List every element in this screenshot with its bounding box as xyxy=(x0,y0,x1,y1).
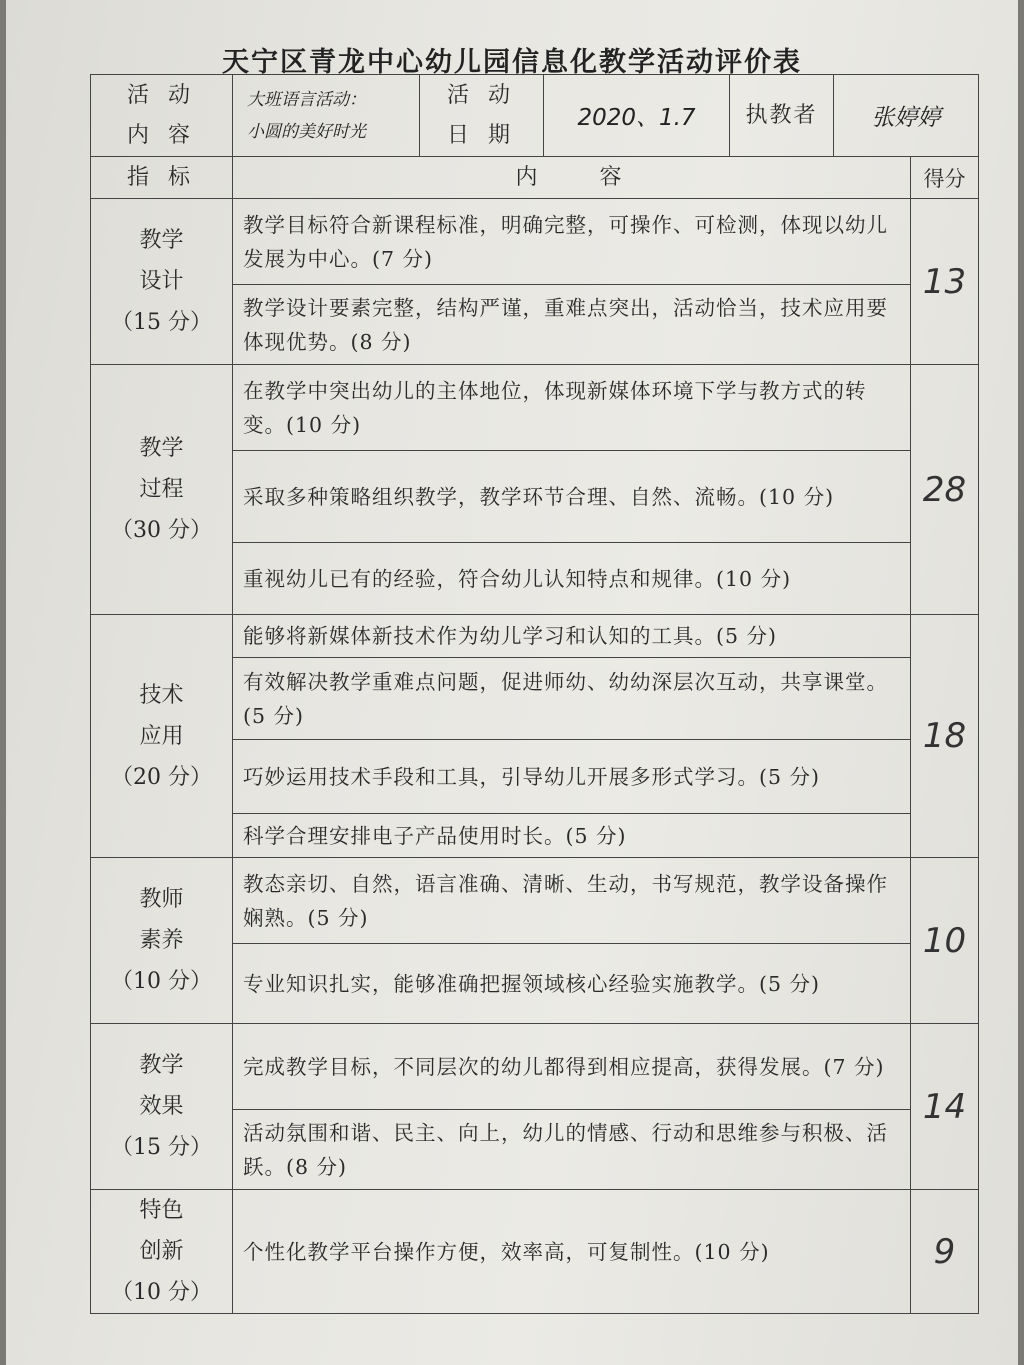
indicator-category: 教学 设计 （15 分） xyxy=(91,199,233,365)
activity-content-label: 活 动 内 容 xyxy=(91,75,233,157)
section-row xyxy=(91,615,979,658)
criterion-text: 科学合理安排电子产品使用时长。(5 分) xyxy=(233,814,911,858)
activity-content-value: 大班语言活动： 小圆的美好时光 xyxy=(233,75,420,157)
section-row xyxy=(91,858,979,944)
indicator-category: 教师 素养 （10 分） xyxy=(91,858,233,1024)
section-row xyxy=(91,1190,979,1314)
teacher-value: 张婷婷 xyxy=(834,75,979,157)
criterion-text: 教学目标符合新课程标准，明确完整，可操作、可检测，体现以幼儿发展为中心。(7 分) xyxy=(233,199,911,285)
content-column-header: 内 容 xyxy=(233,157,911,199)
activity-date-label: 活 动 日 期 xyxy=(420,75,544,157)
section-row xyxy=(91,1024,979,1110)
section-row xyxy=(91,365,979,451)
criterion-text: 教学设计要素完整，结构严谨，重难点突出，活动恰当，技术应用要体现优势。(8 分) xyxy=(233,285,911,365)
section-score: 13 xyxy=(911,199,979,365)
criterion-text: 巧妙运用技术手段和工具，引导幼儿开展多形式学习。(5 分) xyxy=(233,740,911,814)
criterion-text: 采取多种策略组织教学，教学环节合理、自然、流畅。(10 分) xyxy=(233,451,911,543)
indicator-category: 技术 应用 （20 分） xyxy=(91,615,233,858)
score-column-header: 得分 xyxy=(911,157,979,199)
indicator-column-header: 指 标 xyxy=(91,157,233,199)
paper-sheet xyxy=(6,0,1018,1365)
section-row xyxy=(91,199,979,285)
section-score: 9 xyxy=(911,1190,979,1314)
criterion-text: 能够将新媒体新技术作为幼儿学习和认知的工具。(5 分) xyxy=(233,615,911,658)
criterion-text: 重视幼儿已有的经验，符合幼儿认知特点和规律。(10 分) xyxy=(233,543,911,615)
section-score: 28 xyxy=(911,365,979,615)
indicator-category: 教学 过程 （30 分） xyxy=(91,365,233,615)
criterion-text: 教态亲切、自然，语言准确、清晰、生动，书写规范，教学设备操作娴熟。(5 分) xyxy=(233,858,911,944)
section-score: 10 xyxy=(911,858,979,1024)
criterion-text: 专业知识扎实，能够准确把握领域核心经验实施教学。(5 分) xyxy=(233,944,911,1024)
criterion-text: 完成教学目标，不同层次的幼儿都得到相应提高，获得发展。(7 分) xyxy=(233,1024,911,1110)
criterion-text: 有效解决教学重难点问题，促进师幼、幼幼深层次互动，共享课堂。(5 分) xyxy=(233,658,911,740)
column-header-row xyxy=(91,157,979,199)
indicator-category: 特色 创新 （10 分） xyxy=(91,1190,233,1314)
criterion-text: 个性化教学平台操作方便，效率高，可复制性。(10 分) xyxy=(233,1190,911,1314)
teacher-label: 执教者 xyxy=(730,75,834,157)
indicator-category: 教学 效果 （15 分） xyxy=(91,1024,233,1190)
section-score: 14 xyxy=(911,1024,979,1190)
activity-date-value: 2020、1.7 xyxy=(544,75,730,157)
section-score: 18 xyxy=(911,615,979,858)
evaluation-table xyxy=(90,74,979,1314)
header-row xyxy=(91,75,979,157)
criterion-text: 活动氛围和谐、民主、向上，幼儿的情感、行动和思维参与积极、活跃。(8 分) xyxy=(233,1110,911,1190)
criterion-text: 在教学中突出幼儿的主体地位，体现新媒体环境下学与教方式的转变。(10 分) xyxy=(233,365,911,451)
page-title: 天宁区青龙中心幼儿园信息化教学活动评价表 xyxy=(222,47,802,78)
